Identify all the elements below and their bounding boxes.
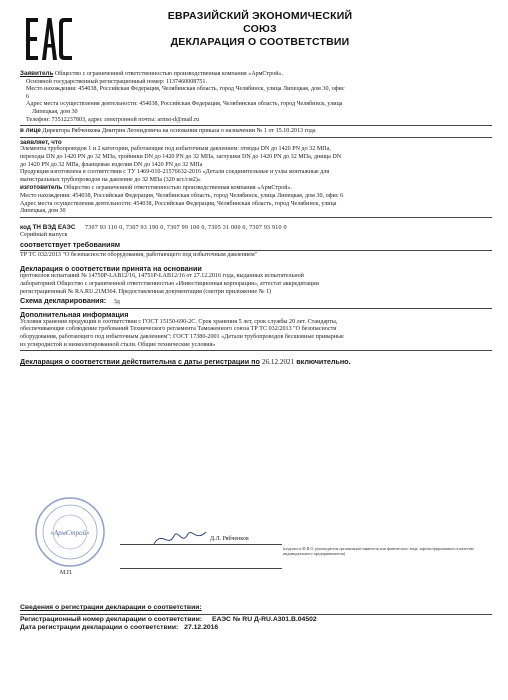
person-text: Директора Рябченкова Дмитрия Леонидовича на основании приказа о назначении № 1 от 15.10.2013 года <box>42 128 316 135</box>
codes-label: код ТН ВЭД ЕАЭС <box>20 223 76 231</box>
product-line2: переходы DN до 1420 PN до 32 МПа, тройники DN до 1420 PN до 32 МПа, заглушки DN до 1420 PN до 32 МПа, днища DN <box>20 153 342 160</box>
manufacturer-address: Место нахождения: 454038, Российская Федерация, Челябинская область, город Челябинск, улица Липецкая, дом 30, офис 6 <box>20 192 344 199</box>
divider <box>20 350 492 351</box>
product-line1: Элементы трубопроводов 1 и 2 категории, работающие под избыточным давлением: отводы DN до 1420 PN до 32 МПа, <box>20 146 331 153</box>
basis-line3: регистрационный № RA.RU.21М364. Предоставленная документация (смотри приложение № 1) <box>20 288 272 295</box>
scheme-value: 3д <box>113 299 120 306</box>
eac-logo <box>24 14 74 64</box>
validity-text: Декларация о соответствии действительна с даты регистрации по <box>20 357 260 367</box>
manufacturer-section <box>20 184 492 193</box>
additional-line2: обеспечивающие соблюдение требований Технического регламента Таможенного союза ТР ТС 032/2013 "О безопасности <box>20 326 337 333</box>
additional-label: Дополнительная информация <box>20 309 129 319</box>
applicant-ogrn: Основной государственный регистрационный номер: 1137460008751. <box>26 78 207 85</box>
additional-line4: из углеродистой и низколегированной стали. Общие технические условия» <box>20 341 216 348</box>
product-line4: Продукция изготовлена в соответствии с ТУ 1469-010-21576632-2016 «Детали соединительные и узлы монтажные для <box>20 169 330 176</box>
signature-caption: (подпись и Ф.И.О. руководителя организации-заявителя или физического лица, зарегистрированного в качестве индивидуального предпринимателя) <box>283 546 474 556</box>
product-line5: магистральных трубопроводов на давление до 32 МПа (320 кгс/см2)» <box>20 176 201 183</box>
additional-line1: Условия хранения продукции в соответствии с ГОСТ 15150-690-2С. Срок хранения 5 лет, срок службы 20 лет. Стандарты, <box>20 318 338 325</box>
applicant-activity-address: Адрес места осуществления деятельности: 454038, Российская Федерация, Челябинская область, город Челябинск, улица <box>26 101 343 108</box>
stamp-text: «АрмСтрой» <box>50 529 90 537</box>
registration-number: ЕАЭС № RU Д-RU.A301.B.04502 <box>211 615 317 623</box>
requirements-value: ТР ТС 032/2013 "О безопасности оборудования, работающего под избыточным давлением" <box>20 251 258 258</box>
applicant-activity-address-cont: Липецкая, дом 30 <box>32 108 78 115</box>
basis-line1: протоколов испытаний № 14750Р-LAB12/16, 14751Р-LAB12/16 от 27.12.2016 года, выданных испытательной <box>20 273 304 280</box>
stamp-mark-label: М.П. <box>60 570 73 576</box>
manufacturer-activity-address: Адрес места осуществления деятельности: 454038, Российская Федерация, Челябинская область, город Челябинск, улица <box>20 200 337 207</box>
manufacturer-name: Общество с ограниченной ответственностью производственная компания «АрмСтрой». <box>63 185 293 192</box>
validity-date: 26.12.2021 <box>261 358 295 367</box>
additional-line3: оборудования, работающего под избыточным давлением": ГОСТ 17380-2001 «Детали трубопроводов бесшовные приварные <box>20 334 344 341</box>
applicant-section <box>20 70 492 79</box>
divider <box>20 614 492 615</box>
person-label: в лице <box>20 127 41 135</box>
signatory-name: Д.Л. Рябченков <box>210 536 249 542</box>
applicant-label: Заявитель <box>20 70 54 77</box>
registration-label: Сведения о регистрации декларации о соответствии: <box>20 604 202 611</box>
divider <box>20 308 492 309</box>
validity-suffix: включительно. <box>296 357 351 367</box>
applicant-address: Место нахождения: 454038, Российская Федерация, Челябинская область, город Челябинск, улица Липецкая, дом 30, офис <box>26 86 345 93</box>
declaration-body <box>20 70 492 367</box>
person-section <box>20 127 492 136</box>
applicant-address-cont: 6 <box>26 93 30 100</box>
header-title-line3: ДЕКЛАРАЦИЯ О СООТВЕТСТВИИ <box>170 36 350 48</box>
registration-section <box>20 604 492 633</box>
registration-number-label: Регистрационный номер декларации о соответствии: <box>20 615 203 623</box>
divider <box>20 125 492 126</box>
scheme-label: Схема декларирования: <box>20 296 107 306</box>
document-header <box>110 10 410 49</box>
basis-line2: лабораторией Общество с ограниченной ответственностью «Инвестиционная корпорация», аттестат аккредитации <box>20 281 319 288</box>
requirements-label: соответствует требованиям <box>20 239 121 249</box>
header-title-line1: ЕВРАЗИЙСКИЙ ЭКОНОМИЧЕСКИЙ <box>167 10 353 22</box>
applicant-name: Общество с ограниченной ответственностью производственная компания «АрмСтрой». <box>54 71 284 77</box>
divider <box>20 217 492 218</box>
manufacturer-activity-address-cont: Липецкая, дом 30 <box>20 208 66 215</box>
registration-date-label: Дата регистрации декларации о соответствии: <box>20 624 179 632</box>
codes-section <box>20 224 492 233</box>
company-stamp <box>34 496 106 568</box>
registration-number-row <box>20 616 492 625</box>
signature-line-2 <box>120 568 282 569</box>
production-type: Серийный выпуск <box>20 232 68 239</box>
signature-line <box>120 544 282 545</box>
header-title-line2: СОЮЗ <box>243 23 277 35</box>
divider <box>20 250 492 251</box>
scheme-section <box>20 296 492 307</box>
declares-label: заявляет, что <box>20 138 62 146</box>
basis-label: Декларация о соответствии принята на основании <box>20 264 202 274</box>
applicant-contacts: Телефон: 73512237803, адрес электронной почты: armst-d@mail.ru <box>26 116 200 123</box>
product-line3: до 1420 PN до 32 МПа, фланцевые изделия DN до 1420 PN до 32 МПа <box>20 161 203 168</box>
divider <box>20 137 492 138</box>
signature-scribble <box>150 524 210 552</box>
codes-value: 7307 93 110 0, 7307 93 190 0, 7307 99 100 0, 7305 31 000 0, 7307 93 910 0 <box>84 224 287 231</box>
manufacturer-label: изготовитель <box>20 184 63 192</box>
registration-date: 27.12.2016 <box>184 624 219 632</box>
validity-section <box>20 357 492 367</box>
registration-date-row <box>20 624 492 633</box>
